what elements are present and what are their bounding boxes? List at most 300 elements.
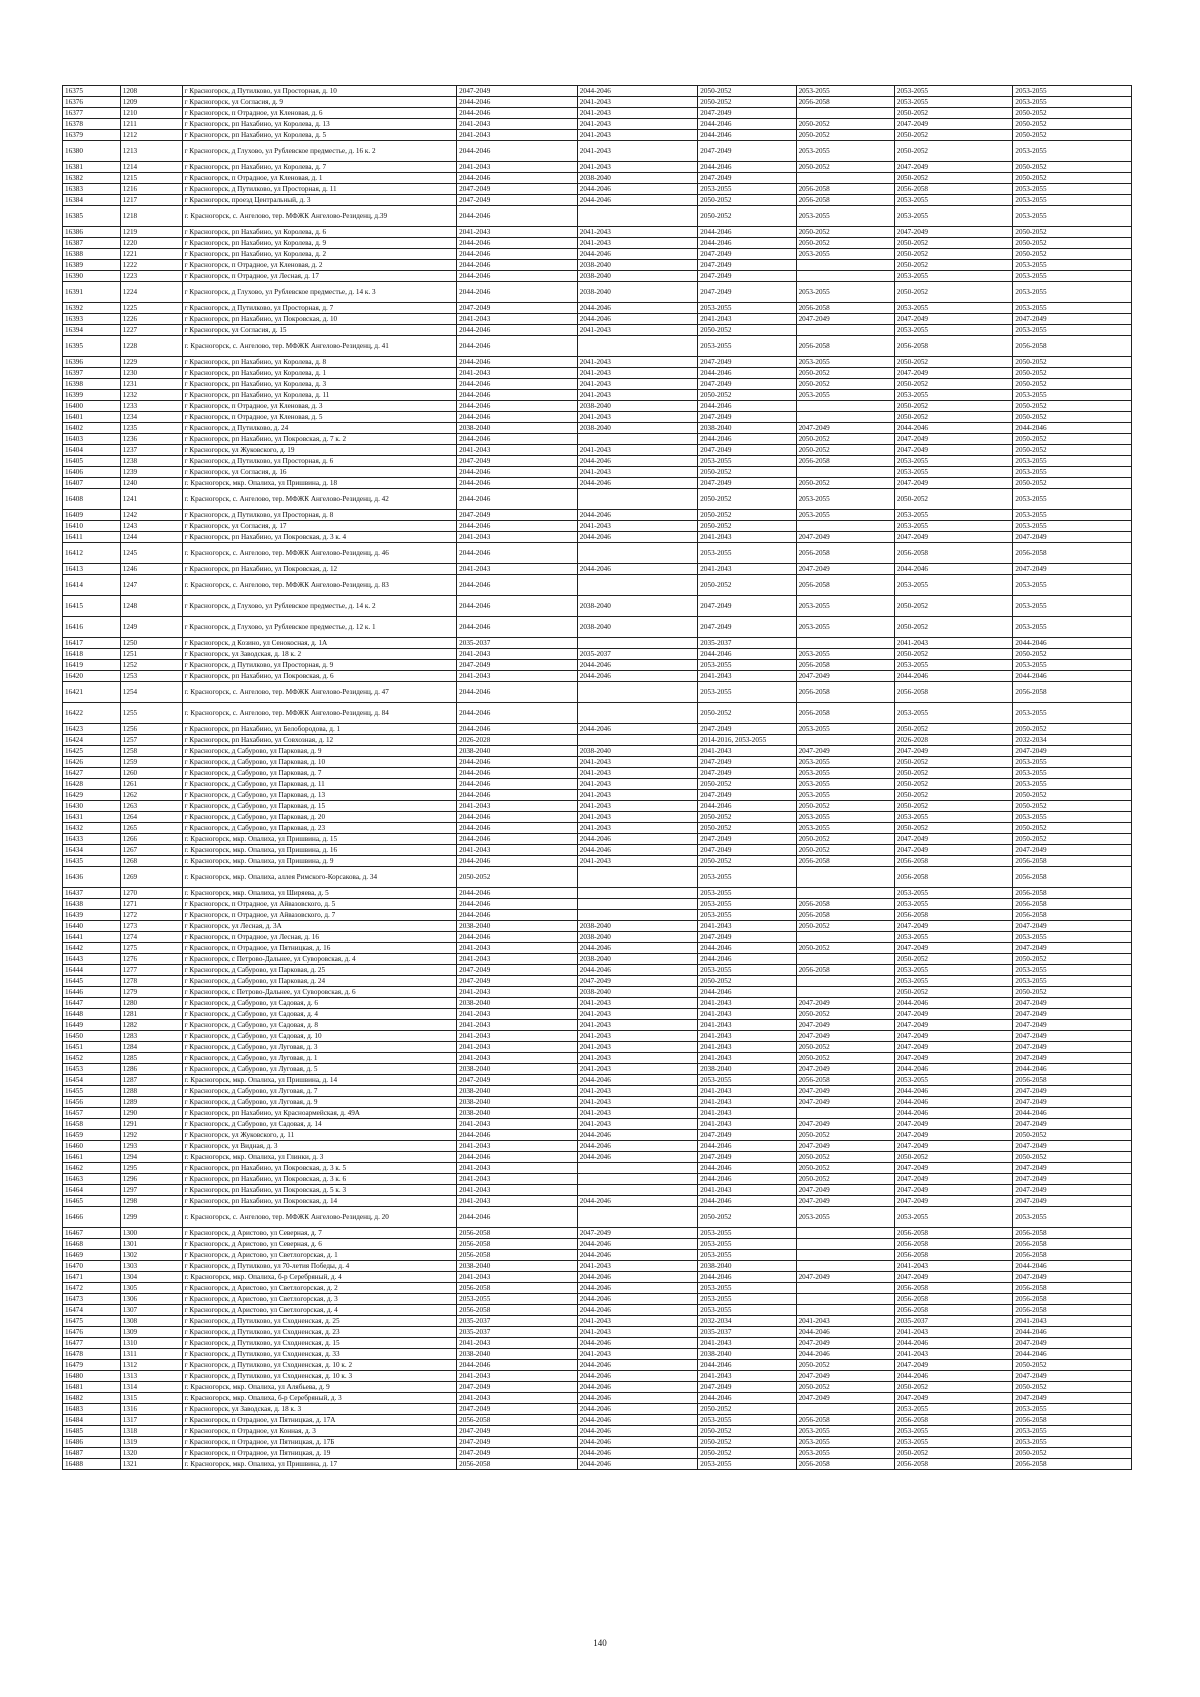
table-row — [63, 390, 1132, 401]
cell-period-6: 2053-2055 — [1013, 932, 1132, 943]
cell-item-number: 1263 — [120, 801, 182, 812]
cell-period-1: 2041-2043 — [457, 943, 578, 954]
cell-period-2: 2044-2046 — [577, 1294, 698, 1305]
cell-period-1: 2041-2043 — [457, 987, 578, 998]
cell-row-number: 16440 — [63, 921, 121, 932]
cell-period-5: 2053-2055 — [894, 1207, 1013, 1228]
cell-item-number: 1311 — [120, 1349, 182, 1360]
cell-row-number: 16467 — [63, 1228, 121, 1239]
cell-period-3: 2047-2049 — [698, 932, 796, 943]
cell-period-5: 2053-2055 — [894, 932, 1013, 943]
cell-period-5: 2053-2055 — [894, 97, 1013, 108]
cell-period-3: 2047-2049 — [698, 768, 796, 779]
cell-period-6: 2053-2055 — [1013, 97, 1132, 108]
cell-period-3: 2044-2046 — [698, 987, 796, 998]
cell-period-3: 2044-2046 — [698, 1196, 796, 1207]
cell-period-5: 2053-2055 — [894, 965, 1013, 976]
cell-period-4 — [796, 1283, 894, 1294]
cell-period-5: 2047-2049 — [894, 1031, 1013, 1042]
cell-period-4: 2047-2049 — [796, 1272, 894, 1283]
cell-address: г. Красногорск, с. Ангелово, тер. МФЖК Ангелово-Резиденц, д. 84 — [182, 703, 457, 724]
cell-item-number: 1231 — [120, 379, 182, 390]
cell-item-number: 1289 — [120, 1097, 182, 1108]
cell-period-6: 2056-2058 — [1013, 1239, 1132, 1250]
cell-period-5: 2050-2052 — [894, 489, 1013, 510]
cell-period-5: 2050-2052 — [894, 954, 1013, 965]
cell-address: г Красногорск, рп Нахабино, ул Красноармейская, д. 49А — [182, 1108, 457, 1119]
cell-period-3: 2053-2055 — [698, 888, 796, 899]
cell-period-2: 2041-2043 — [577, 998, 698, 1009]
cell-period-3: 2047-2049 — [698, 260, 796, 271]
cell-period-1: 2041-2043 — [457, 1031, 578, 1042]
table-row — [63, 768, 1132, 779]
cell-period-5: 2044-2046 — [894, 423, 1013, 434]
cell-period-2: 2041-2043 — [577, 856, 698, 867]
table-row — [63, 779, 1132, 790]
table-row — [63, 1349, 1132, 1360]
cell-item-number: 1265 — [120, 823, 182, 834]
cell-period-4: 2050-2052 — [796, 379, 894, 390]
cell-period-5: 2044-2046 — [894, 1371, 1013, 1382]
cell-row-number: 16434 — [63, 845, 121, 856]
cell-period-3: 2041-2043 — [698, 1108, 796, 1119]
cell-address: г Красногорск, д Глухово, ул Рублевское предместье, д. 14 к. 3 — [182, 282, 457, 303]
cell-period-4: 2053-2055 — [796, 779, 894, 790]
cell-period-1: 2047-2049 — [457, 184, 578, 195]
cell-period-4: 2044-2046 — [796, 1327, 894, 1338]
cell-period-3: 2050-2052 — [698, 86, 796, 97]
cell-period-5: 2056-2058 — [894, 910, 1013, 921]
cell-period-3: 2050-2052 — [698, 206, 796, 227]
cell-period-4: 2053-2055 — [796, 282, 894, 303]
cell-period-2: 2044-2046 — [577, 671, 698, 682]
cell-item-number: 1306 — [120, 1294, 182, 1305]
cell-address: г Красногорск, д Путилково, ул Просторная, д. 6 — [182, 456, 457, 467]
cell-period-4: 2053-2055 — [796, 249, 894, 260]
cell-period-2: 2044-2046 — [577, 1437, 698, 1448]
cell-address: г Красногорск, п Отрадное, ул Кленовая, д. 3 — [182, 401, 457, 412]
table-row — [63, 596, 1132, 617]
cell-period-6: 2047-2049 — [1013, 1272, 1132, 1283]
cell-period-3: 2053-2055 — [698, 660, 796, 671]
cell-period-2: 2041-2043 — [577, 108, 698, 119]
cell-row-number: 16399 — [63, 390, 121, 401]
cell-period-3: 2050-2052 — [698, 856, 796, 867]
cell-period-5: 2053-2055 — [894, 1404, 1013, 1415]
cell-period-2: 2044-2046 — [577, 1426, 698, 1437]
cell-period-4: 2047-2049 — [796, 1020, 894, 1031]
cell-period-5: 2056-2058 — [894, 1305, 1013, 1316]
cell-period-4: 2056-2058 — [796, 184, 894, 195]
cell-item-number: 1234 — [120, 412, 182, 423]
cell-period-3: 2053-2055 — [698, 1239, 796, 1250]
table-row — [63, 1031, 1132, 1042]
table-row — [63, 1196, 1132, 1207]
cell-row-number: 16466 — [63, 1207, 121, 1228]
cell-period-1: 2041-2043 — [457, 1042, 578, 1053]
cell-address: г Красногорск, д Аристово, ул Северная, д. 7 — [182, 1228, 457, 1239]
cell-item-number: 1222 — [120, 260, 182, 271]
table-row — [63, 423, 1132, 434]
cell-item-number: 1218 — [120, 206, 182, 227]
table-row — [63, 1207, 1132, 1228]
cell-address: г Красногорск, д Глухово, ул Рублевское предместье, д. 16 к. 2 — [182, 141, 457, 162]
cell-period-1: 2047-2049 — [457, 660, 578, 671]
cell-period-6: 2050-2052 — [1013, 412, 1132, 423]
cell-period-2: 2041-2043 — [577, 823, 698, 834]
cell-period-6: 2053-2055 — [1013, 1437, 1132, 1448]
cell-period-2: 2041-2043 — [577, 119, 698, 130]
cell-item-number: 1255 — [120, 703, 182, 724]
cell-period-2: 2044-2046 — [577, 1360, 698, 1371]
cell-item-number: 1258 — [120, 746, 182, 757]
cell-period-1: 2044-2046 — [457, 888, 578, 899]
cell-period-6: 2050-2052 — [1013, 401, 1132, 412]
cell-period-4: 2047-2049 — [796, 1097, 894, 1108]
cell-address: г Красногорск, ул Жуковского, д. 19 — [182, 445, 457, 456]
cell-period-1: 2044-2046 — [457, 812, 578, 823]
table-row — [63, 965, 1132, 976]
cell-period-1: 2041-2043 — [457, 1185, 578, 1196]
table-row — [63, 1097, 1132, 1108]
cell-period-5: 2047-2049 — [894, 943, 1013, 954]
cell-period-2: 2044-2046 — [577, 1130, 698, 1141]
cell-period-2: 2041-2043 — [577, 1053, 698, 1064]
cell-item-number: 1309 — [120, 1327, 182, 1338]
cell-row-number: 16375 — [63, 86, 121, 97]
cell-address: г. Красногорск, мкр. Опалиха, ул Ширяева, д. 5 — [182, 888, 457, 899]
cell-period-1: 2038-2040 — [457, 1064, 578, 1075]
cell-row-number: 16398 — [63, 379, 121, 390]
cell-period-3: 2044-2046 — [698, 1163, 796, 1174]
cell-period-4 — [796, 1305, 894, 1316]
cell-row-number: 16464 — [63, 1185, 121, 1196]
cell-address: г Красногорск, ул Заводская, д. 18 к. 3 — [182, 1404, 457, 1415]
cell-item-number: 1273 — [120, 921, 182, 932]
cell-period-1: 2047-2049 — [457, 510, 578, 521]
cell-period-3: 2047-2049 — [698, 379, 796, 390]
cell-period-3: 2041-2043 — [698, 1009, 796, 1020]
cell-row-number: 16411 — [63, 532, 121, 543]
cell-period-2: 2044-2046 — [577, 1415, 698, 1426]
cell-period-4: 2050-2052 — [796, 1152, 894, 1163]
cell-item-number: 1225 — [120, 303, 182, 314]
cell-period-5: 2053-2055 — [894, 888, 1013, 899]
cell-item-number: 1236 — [120, 434, 182, 445]
cell-item-number: 1307 — [120, 1305, 182, 1316]
cell-period-4 — [796, 271, 894, 282]
cell-period-5: 2041-2043 — [894, 1327, 1013, 1338]
cell-period-2: 2038-2040 — [577, 954, 698, 965]
cell-period-3: 2050-2052 — [698, 489, 796, 510]
cell-period-4: 2050-2052 — [796, 434, 894, 445]
cell-period-3: 2038-2040 — [698, 1064, 796, 1075]
cell-row-number: 16441 — [63, 932, 121, 943]
cell-period-3: 2038-2040 — [698, 1349, 796, 1360]
cell-period-5: 2053-2055 — [894, 206, 1013, 227]
cell-period-3: 2044-2046 — [698, 401, 796, 412]
cell-period-5: 2044-2046 — [894, 998, 1013, 1009]
cell-period-3: 2053-2055 — [698, 1228, 796, 1239]
cell-item-number: 1318 — [120, 1426, 182, 1437]
cell-address: г Красногорск, д Аристово, ул Светлогорская, д. 4 — [182, 1305, 457, 1316]
cell-row-number: 16423 — [63, 724, 121, 735]
table-row — [63, 1393, 1132, 1404]
cell-period-2: 2044-2046 — [577, 532, 698, 543]
cell-item-number: 1209 — [120, 97, 182, 108]
cell-period-2: 2041-2043 — [577, 227, 698, 238]
cell-period-3: 2047-2049 — [698, 845, 796, 856]
cell-row-number: 16475 — [63, 1316, 121, 1327]
cell-period-4 — [796, 888, 894, 899]
cell-period-1: 2044-2046 — [457, 141, 578, 162]
cell-item-number: 1233 — [120, 401, 182, 412]
cell-period-1: 2044-2046 — [457, 489, 578, 510]
cell-period-2 — [577, 867, 698, 888]
table-row — [63, 1404, 1132, 1415]
table-row — [63, 575, 1132, 596]
cell-period-5: 2053-2055 — [894, 86, 1013, 97]
cell-address: г. Красногорск, с. Ангелово, тер. МФЖК Ангелово-Резиденц, д. 41 — [182, 336, 457, 357]
cell-period-3: 2041-2043 — [698, 1119, 796, 1130]
cell-period-2: 2038-2040 — [577, 921, 698, 932]
cell-address: г. Красногорск, мкр. Опалиха, ул Пришвина, д. 14 — [182, 1075, 457, 1086]
cell-period-2: 2041-2043 — [577, 790, 698, 801]
cell-item-number: 1308 — [120, 1316, 182, 1327]
cell-period-4: 2050-2052 — [796, 130, 894, 141]
cell-period-3: 2044-2046 — [698, 943, 796, 954]
cell-item-number: 1227 — [120, 325, 182, 336]
cell-period-3: 2035-2037 — [698, 638, 796, 649]
cell-period-3: 2050-2052 — [698, 575, 796, 596]
cell-address: г Красногорск, п Отрадное, ул Лесная, д. 17 — [182, 271, 457, 282]
cell-address: г. Красногорск, мкр. Опалиха, ул Пришвина, д. 17 — [182, 1459, 457, 1470]
cell-period-4: 2056-2058 — [796, 195, 894, 206]
table-row — [63, 790, 1132, 801]
cell-period-2: 2041-2043 — [577, 1020, 698, 1031]
cell-address: г Красногорск, рп Нахабино, ул Королева, д. 3 — [182, 379, 457, 390]
cell-row-number: 16378 — [63, 119, 121, 130]
cell-item-number: 1299 — [120, 1207, 182, 1228]
cell-period-2: 2041-2043 — [577, 801, 698, 812]
table-row — [63, 325, 1132, 336]
table-row — [63, 910, 1132, 921]
cell-row-number: 16462 — [63, 1163, 121, 1174]
cell-period-2: 2044-2046 — [577, 195, 698, 206]
cell-period-6: 2056-2058 — [1013, 1459, 1132, 1470]
cell-address: г Красногорск, д Сабурово, ул Парковая, д. 13 — [182, 790, 457, 801]
cell-row-number: 16406 — [63, 467, 121, 478]
cell-period-3: 2035-2037 — [698, 1327, 796, 1338]
cell-period-4 — [796, 467, 894, 478]
cell-period-3: 2044-2046 — [698, 1360, 796, 1371]
cell-period-1: 2041-2043 — [457, 368, 578, 379]
cell-period-1: 2041-2043 — [457, 162, 578, 173]
cell-address: г Красногорск, ул Согласия, д. 16 — [182, 467, 457, 478]
cell-period-2: 2035-2037 — [577, 649, 698, 660]
cell-item-number: 1253 — [120, 671, 182, 682]
cell-row-number: 16483 — [63, 1404, 121, 1415]
cell-row-number: 16439 — [63, 910, 121, 921]
table-row — [63, 1174, 1132, 1185]
cell-address: г Красногорск, д Сабурово, ул Парковая, д. 25 — [182, 965, 457, 976]
cell-period-2: 2041-2043 — [577, 1086, 698, 1097]
table-row — [63, 746, 1132, 757]
cell-address: г. Красногорск, мкр. Опалиха, б-р Серебряный, д. 4 — [182, 1272, 457, 1283]
cell-period-3: 2053-2055 — [698, 1415, 796, 1426]
cell-address: г. Красногорск, с. Ангелово, тер. МФЖК Ангелово-Резиденц, д. 42 — [182, 489, 457, 510]
cell-row-number: 16383 — [63, 184, 121, 195]
cell-address: г. Красногорск, мкр. Опалиха, ул Алябьева, д. 9 — [182, 1382, 457, 1393]
cell-item-number: 1317 — [120, 1415, 182, 1426]
cell-item-number: 1249 — [120, 617, 182, 638]
cell-row-number: 16382 — [63, 173, 121, 184]
cell-row-number: 16422 — [63, 703, 121, 724]
cell-address: г Красногорск, рп Нахабино, ул Покровская, д. 10 — [182, 314, 457, 325]
cell-item-number: 1228 — [120, 336, 182, 357]
cell-period-5: 2047-2049 — [894, 227, 1013, 238]
cell-period-2: 2044-2046 — [577, 1250, 698, 1261]
cell-period-3: 2044-2046 — [698, 649, 796, 660]
cell-address: г Красногорск, рп Нахабино, ул Королева, д. 2 — [182, 249, 457, 260]
cell-period-1: 2041-2043 — [457, 445, 578, 456]
cell-period-2: 2047-2049 — [577, 976, 698, 987]
cell-address: г Красногорск, ул Видная, д. 3 — [182, 1141, 457, 1152]
cell-period-6: 2053-2055 — [1013, 141, 1132, 162]
cell-period-3: 2041-2043 — [698, 1371, 796, 1382]
cell-period-2: 2044-2046 — [577, 1382, 698, 1393]
cell-period-6: 2056-2058 — [1013, 856, 1132, 867]
cell-period-4: 2053-2055 — [796, 823, 894, 834]
cell-period-5: 2044-2046 — [894, 1338, 1013, 1349]
cell-period-4: 2056-2058 — [796, 456, 894, 467]
cell-period-4 — [796, 108, 894, 119]
cell-address: г Красногорск, д Путилково, ул Просторная, д. 7 — [182, 303, 457, 314]
cell-period-6: 2056-2058 — [1013, 899, 1132, 910]
cell-item-number: 1303 — [120, 1261, 182, 1272]
table-row — [63, 1283, 1132, 1294]
cell-row-number: 16485 — [63, 1426, 121, 1437]
cell-period-4: 2047-2049 — [796, 532, 894, 543]
cell-item-number: 1248 — [120, 596, 182, 617]
cell-row-number: 16476 — [63, 1327, 121, 1338]
cell-period-4: 2050-2052 — [796, 834, 894, 845]
cell-row-number: 16410 — [63, 521, 121, 532]
cell-address: г Красногорск, д Путилково, ул Просторная, д. 9 — [182, 660, 457, 671]
cell-row-number: 16421 — [63, 682, 121, 703]
cell-period-1: 2041-2043 — [457, 1371, 578, 1382]
cell-period-3: 2041-2043 — [698, 1053, 796, 1064]
cell-item-number: 1244 — [120, 532, 182, 543]
cell-row-number: 16393 — [63, 314, 121, 325]
cell-row-number: 16401 — [63, 412, 121, 423]
cell-period-6: 2047-2049 — [1013, 532, 1132, 543]
cell-period-6: 2053-2055 — [1013, 489, 1132, 510]
cell-period-1: 2041-2043 — [457, 845, 578, 856]
cell-period-5: 2056-2058 — [894, 336, 1013, 357]
cell-period-5: 2050-2052 — [894, 130, 1013, 141]
cell-item-number: 1281 — [120, 1009, 182, 1020]
cell-item-number: 1271 — [120, 899, 182, 910]
cell-item-number: 1226 — [120, 314, 182, 325]
cell-period-3: 2047-2049 — [698, 412, 796, 423]
table-row — [63, 954, 1132, 965]
cell-row-number: 16477 — [63, 1338, 121, 1349]
cell-period-4 — [796, 987, 894, 998]
cell-period-4: 2056-2058 — [796, 856, 894, 867]
table-row — [63, 1228, 1132, 1239]
table-row — [63, 260, 1132, 271]
cell-period-6: 2050-2052 — [1013, 790, 1132, 801]
cell-period-1: 2056-2058 — [457, 1250, 578, 1261]
cell-period-5: 2047-2049 — [894, 478, 1013, 489]
cell-period-2: 2038-2040 — [577, 932, 698, 943]
cell-period-1: 2038-2040 — [457, 998, 578, 1009]
cell-period-1: 2041-2043 — [457, 1196, 578, 1207]
cell-address: г Красногорск, рп Нахабино, ул Королева, д. 7 — [182, 162, 457, 173]
cell-row-number: 16394 — [63, 325, 121, 336]
cell-period-3: 2041-2043 — [698, 1097, 796, 1108]
cell-period-3: 2047-2049 — [698, 271, 796, 282]
cell-period-5: 2056-2058 — [894, 1228, 1013, 1239]
cell-period-2: 2041-2043 — [577, 1119, 698, 1130]
cell-period-1: 2041-2043 — [457, 1163, 578, 1174]
cell-period-3: 2041-2043 — [698, 564, 796, 575]
cell-period-4: 2053-2055 — [796, 617, 894, 638]
table-row — [63, 998, 1132, 1009]
cell-item-number: 1214 — [120, 162, 182, 173]
cell-row-number: 16451 — [63, 1042, 121, 1053]
cell-period-2: 2041-2043 — [577, 238, 698, 249]
cell-period-4: 2056-2058 — [796, 660, 894, 671]
cell-period-3: 2050-2052 — [698, 823, 796, 834]
cell-period-3: 2047-2049 — [698, 249, 796, 260]
cell-address: г Красногорск, д Сабурово, ул Парковая, д. 11 — [182, 779, 457, 790]
table-row — [63, 649, 1132, 660]
cell-period-2: 2044-2046 — [577, 478, 698, 489]
table-row — [63, 856, 1132, 867]
cell-row-number: 16431 — [63, 812, 121, 823]
cell-period-4 — [796, 932, 894, 943]
cell-period-4: 2056-2058 — [796, 1459, 894, 1470]
cell-period-2 — [577, 1207, 698, 1228]
cell-row-number: 16449 — [63, 1020, 121, 1031]
cell-period-2 — [577, 575, 698, 596]
cell-period-2: 2038-2040 — [577, 746, 698, 757]
cell-item-number: 1238 — [120, 456, 182, 467]
cell-period-6: 2047-2049 — [1013, 998, 1132, 1009]
cell-row-number: 16417 — [63, 638, 121, 649]
cell-row-number: 16425 — [63, 746, 121, 757]
cell-row-number: 16418 — [63, 649, 121, 660]
cell-address: г Красногорск, д Аристово, ул Светлогорская, д. 1 — [182, 1250, 457, 1261]
cell-address: г. Красногорск, с. Ангелово, тер. МФЖК Ангелово-Резиденц, д.39 — [182, 206, 457, 227]
cell-address: г Красногорск, рп Нахабино, ул Белобородова, д. 1 — [182, 724, 457, 735]
cell-period-2 — [577, 543, 698, 564]
cell-period-5: 2047-2049 — [894, 368, 1013, 379]
table-row — [63, 921, 1132, 932]
cell-period-6: 2047-2049 — [1013, 1174, 1132, 1185]
table-row — [63, 899, 1132, 910]
cell-row-number: 16461 — [63, 1152, 121, 1163]
cell-address: г Красногорск, рп Нахабино, ул Покровская, д. 3 к. 6 — [182, 1174, 457, 1185]
schedule-table — [62, 85, 1132, 1470]
cell-period-3: 2041-2043 — [698, 1086, 796, 1097]
cell-item-number: 1291 — [120, 1119, 182, 1130]
cell-period-3: 2038-2040 — [698, 1261, 796, 1272]
cell-period-4: 2050-2052 — [796, 1042, 894, 1053]
cell-period-1: 2044-2046 — [457, 617, 578, 638]
